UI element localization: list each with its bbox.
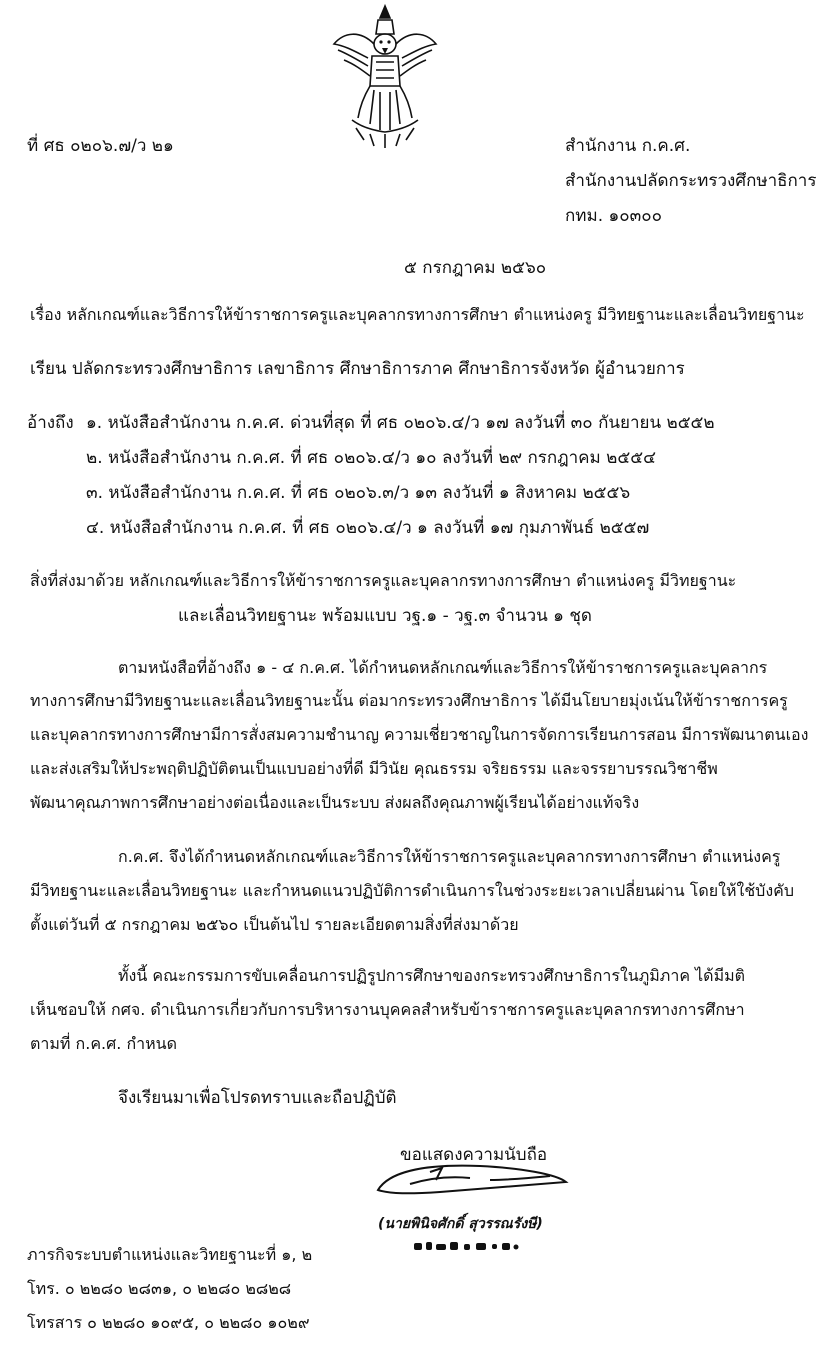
letter-addressee: เรียน ปลัดกระทรวงศึกษาธิการ เลขาธิการ ศึกษาธิการภาค ศึกษาธิการจังหวัด ผู้อำนวยการ: [30, 359, 685, 379]
references-label: อ้างถึง: [27, 413, 74, 433]
office-postal-address: กทม. ๑๐๓๐๐: [565, 206, 663, 226]
garuda-emblem-icon: [330, 0, 440, 150]
letter-date: ๕ กรกฎาคม ๒๕๖๐: [404, 258, 547, 278]
reference-number: ที่ ศธ ๐๒๐๖.๗/ว ๒๑: [27, 136, 174, 156]
body-paragraph-line: ตามที่ ก.ค.ศ. กำหนด: [30, 1034, 177, 1053]
letter-subject: เรื่อง หลักเกณฑ์และวิธีการให้ข้าราชการครูและบุคลากรทางการศึกษา ตำแหน่งครู มีวิทยฐานะและเลื่อนวิทยฐานะ: [30, 305, 805, 324]
closing-request: จึงเรียนมาเพื่อโปรดทราบและถือปฏิบัติ: [118, 1088, 397, 1108]
signer-title-stamp: [412, 1238, 522, 1254]
office-name: สำนักงาน ก.ค.ศ.: [565, 136, 691, 156]
signer-name: (นายพินิจศักดิ์ สุวรรณรังษี): [378, 1216, 543, 1232]
reference-item: ๑. หนังสือสำนักงาน ก.ค.ศ. ด่วนที่สุด ที่ ศธ ๐๒๐๖.๔/ว ๑๗ ลงวันที่ ๓๐ กันยายน ๒๕๕๒: [86, 413, 715, 433]
footer-fax: โทรสาร ๐ ๒๒๘๐ ๑๐๙๕, ๐ ๒๒๘๐ ๑๐๒๙: [27, 1313, 310, 1332]
closing-salutation: ขอแสดงความนับถือ: [400, 1145, 548, 1165]
footer-unit: ภารกิจระบบตำแหน่งและวิทยฐานะที่ ๑, ๒: [27, 1245, 313, 1264]
reference-item: ๔. หนังสือสำนักงาน ก.ค.ศ. ที่ ศธ ๐๒๐๖.๔/ว ๑ ลงวันที่ ๑๗ กุมภาพันธ์ ๒๕๕๗: [86, 518, 650, 538]
footer-phone: โทร. ๐ ๒๒๘๐ ๒๘๓๑, ๐ ๒๒๘๐ ๒๘๒๘: [27, 1279, 292, 1298]
body-paragraph-line: และส่งเสริมให้ประพฤติปฏิบัติตนเป็นแบบอย่างที่ดี มีวินัย คุณธรรม จริยธรรม และจรรยาบรรณวิชาชีพ: [30, 759, 718, 778]
body-paragraph-line: ตามหนังสือที่อ้างถึง ๑ - ๔ ก.ค.ศ. ได้กำหนดหลักเกณฑ์และวิธีการให้ข้าราชการครูและบุคลากร: [118, 658, 768, 677]
body-paragraph-line: ทางการศึกษามีวิทยฐานะและเลื่อนวิทยฐานะนั้น ต่อมากระทรวงศึกษาธิการ ได้มีนโยบายมุ่งเน้นให้ข้าราชการครู: [30, 691, 788, 710]
body-paragraph-line: และบุคลากรทางการศึกษามีการสั่งสมความชำนาญ ความเชี่ยวชาญในการจัดการเรียนการสอน มีการพัฒนาตนเอง: [30, 725, 809, 744]
body-paragraph-line: มีวิทยฐานะและเลื่อนวิทยฐานะ และกำหนดแนวปฏิบัติการดำเนินการในช่วงระยะเวลาเปลี่ยนผ่าน โดยให้ใช้บังคับ: [30, 881, 794, 900]
reference-item: ๓. หนังสือสำนักงาน ก.ค.ศ. ที่ ศธ ๐๒๐๖.๓/ว ๑๓ ลงวันที่ ๑ สิงหาคม ๒๕๕๖: [86, 483, 631, 503]
enclosure-line: สิ่งที่ส่งมาด้วย หลักเกณฑ์และวิธีการให้ข้าราชการครูและบุคลากรทางการศึกษา ตำแหน่งครู มีวิทยฐานะ: [30, 571, 737, 590]
body-paragraph-line: พัฒนาคุณภาพการศึกษาอย่างต่อเนื่องและเป็นระบบ ส่งผลถึงคุณภาพผู้เรียนได้อย่างแท้จริง: [30, 793, 640, 812]
body-paragraph-line: ตั้งแต่วันที่ ๕ กรกฎาคม ๒๕๖๐ เป็นต้นไป รายละเอียดตามสิ่งที่ส่งมาด้วย: [30, 915, 519, 934]
body-paragraph-line: ก.ค.ศ. จึงได้กำหนดหลักเกณฑ์และวิธีการให้ข้าราชการครูและบุคลากรทางการศึกษา ตำแหน่งครู: [118, 847, 781, 866]
body-paragraph-line: ทั้งนี้ คณะกรรมการขับเคลื่อนการปฏิรูปการศึกษาของกระทรวงศึกษาธิการในภูมิภาค ได้มีมติ: [118, 966, 746, 985]
enclosure-line: และเลื่อนวิทยฐานะ พร้อมแบบ วฐ.๑ - วฐ.๓ จำนวน ๑ ชุด: [178, 606, 592, 626]
handwritten-signature: [370, 1150, 570, 1210]
reference-item: ๒. หนังสือสำนักงาน ก.ค.ศ. ที่ ศธ ๐๒๐๖.๔/ว ๑๐ ลงวันที่ ๒๙ กรกฎาคม ๒๕๕๔: [86, 448, 656, 468]
office-department: สำนักงานปลัดกระทรวงศึกษาธิการ: [565, 171, 817, 191]
body-paragraph-line: เห็นชอบให้ กศจ. ดำเนินการเกี่ยวกับการบริหารงานบุคคลสำหรับข้าราชการครูและบุคลากรทางการศึกษา: [30, 1000, 745, 1019]
